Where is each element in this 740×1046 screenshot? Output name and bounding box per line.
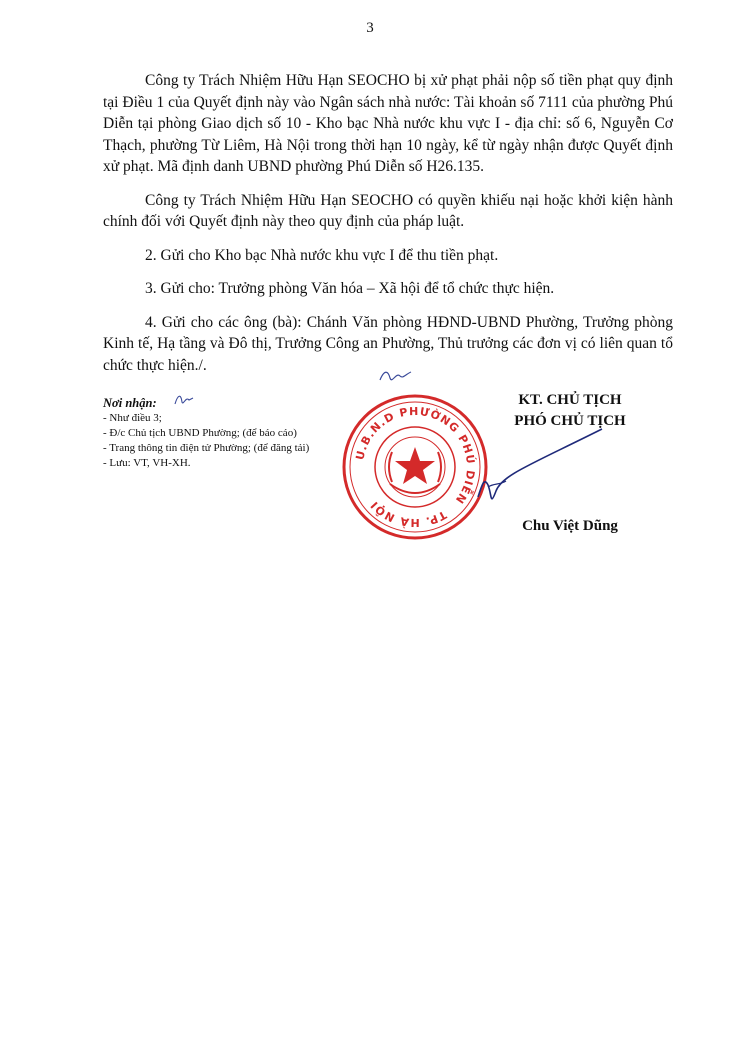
paragraph-item-3: 3. Gửi cho: Trưởng phòng Văn hóa – Xã hội để tổ chức thực hiện. (145, 280, 555, 297)
recipient-item: - Đ/c Chủ tịch UBND Phường; (để báo cáo) (103, 427, 297, 439)
initials-mark-end (378, 366, 416, 386)
handwritten-signature (470, 425, 610, 515)
recipient-item: - Như điều 3; (103, 412, 162, 424)
recipient-item: - Trang thông tin điện tử Phường; (để đăng tải) (103, 442, 310, 454)
signature-title-line1: KT. CHỦ TỊCH (518, 392, 622, 408)
paragraph-item-4: 4. Gửi cho các ông (bà): Chánh Văn phòng HĐND-UBND Phường, Trưởng phòng Kinh tế, Hạ tầng và Đô thị, Trưởng Công an Phường, Thủ trưởng các đơn vị có liên quan tổ chức thực hiện./. (103, 313, 673, 374)
signature-title-line2: PHÓ CHỦ TỊCH (514, 413, 626, 429)
page-number: 3 (366, 20, 374, 36)
recipients-title: Nơi nhận: (103, 396, 157, 410)
recipient-item: - Lưu: VT, VH-XH. (103, 457, 191, 469)
recipients-list (103, 411, 363, 471)
document-body (103, 70, 673, 388)
signer-name: Chu Việt Dũng (522, 518, 618, 534)
paragraph-appeal-rights: Công ty Trách Nhiệm Hữu Hạn SEOCHO có quyền khiếu nại hoặc khởi kiện hành chính đối với Quyết định này theo quy định của pháp luật. (103, 191, 673, 230)
paragraph-payment: Công ty Trách Nhiệm Hữu Hạn SEOCHO bị xử phạt phải nộp số tiền phạt quy định tại Điều 1 của Quyết định này vào Ngân sách nhà nước: Tài khoản số 7111 của phường Phú Diễn tại phòng Giao dịch số 10 - Kho bạc Nhà nước khu vực I - địa chỉ: số 6, Nguyễn Cơ Thạch, phường Từ Liêm, Hà Nội trong thời hạn 10 ngày, kể từ ngày nhận được Quyết định xử phạt. Mã định danh UBND phường Phú Diễn số H26.135. (103, 72, 673, 175)
recipients-block (103, 396, 363, 471)
paragraph-item-2: 2. Gửi cho Kho bạc Nhà nước khu vực I để thu tiền phạt. (145, 246, 499, 264)
svg-text:U.B.N.D PHƯỜNG PHÚ DIỄN TP.: U.B.N.D PHƯỜNG PHÚ DIỄN TP. HÀ NỘI (353, 404, 478, 530)
